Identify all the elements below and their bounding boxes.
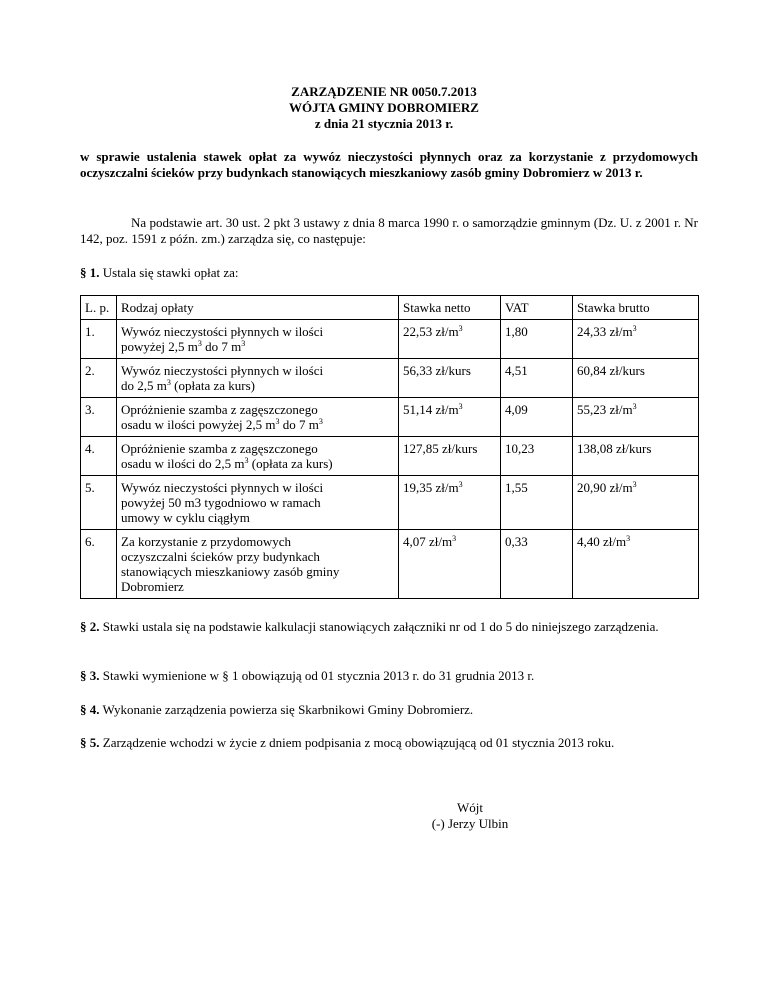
paragraph-1-num: § 1.: [80, 265, 100, 280]
row-gross: 4,40 $zł/m^3$: [573, 530, 699, 599]
table-header-row: [81, 296, 699, 320]
paragraph-3: [80, 668, 698, 684]
rates-table: [80, 295, 699, 599]
table-row: [81, 437, 699, 476]
table-row: [81, 359, 699, 398]
row-gross: 138,08 zł/kurs: [573, 437, 699, 476]
header-lp: L. p.: [81, 296, 117, 320]
table-row: [81, 398, 699, 437]
row-net: 51,14 $zł/m^3$: [399, 398, 501, 437]
row-net: 22,53 $zł/m^3$: [399, 320, 501, 359]
paragraph-2-text: Stawki ustala się na podstawie kalkulacji stanowiących załączniki nr od 1 do 5 do niniejszego zarządzenia.: [102, 619, 659, 634]
paragraph-5-text: Zarządzenie wchodzi w życie z dniem podpisania z mocą obowiązującą od 01 stycznia 2013 roku.: [102, 735, 615, 750]
table-row: [81, 320, 699, 359]
row-lp: 5.: [81, 476, 117, 530]
header-net: Stawka netto: [399, 296, 501, 320]
row-net: 19,35 $zł/m^3$: [399, 476, 501, 530]
paragraph-2-num: § 2.: [80, 619, 100, 634]
row-lp: 4.: [81, 437, 117, 476]
row-vat: 1,80: [501, 320, 573, 359]
row-desc: Za korzystanie z przydomowych oczyszczalni ścieków przy budynkach stanowiących mieszkaniowy zasób gminy Dobromierz: [117, 530, 399, 599]
title-line-2: WÓJTA GMINY DOBROMIERZ: [289, 100, 479, 115]
row-vat: 4,09: [501, 398, 573, 437]
row-lp: 6.: [81, 530, 117, 599]
paragraph-4: [80, 702, 698, 718]
paragraph-1-text: Ustala się stawki opłat za:: [102, 265, 239, 280]
header-vat: VAT: [501, 296, 573, 320]
header-gross: Stawka brutto: [573, 296, 699, 320]
row-vat: 10,23: [501, 437, 573, 476]
row-net: 56,33 zł/kurs: [399, 359, 501, 398]
row-lp: 1.: [81, 320, 117, 359]
row-desc: Opróżnienie szamba z zagęszczonego osadu w ilości do 2,5 $m^3$ (opłata za kurs): [117, 437, 399, 476]
row-desc: Wywóz nieczystości płynnych w ilości powyżej 2,5 $m^3$ do 7 $m^3$: [117, 320, 399, 359]
title-line-3: z dnia 21 stycznia 2013 r.: [314, 116, 454, 131]
row-vat: 1,55: [501, 476, 573, 530]
paragraph-3-text: Stawki wymienione w § 1 obowiązują od 01 stycznia 2013 r. do 31 grudnia 2013 r.: [102, 668, 535, 683]
row-gross: 60,84 zł/kurs: [573, 359, 699, 398]
preamble: Na podstawie art. 30 ust. 2 pkt 3 ustawy z dnia 8 marca 1990 r. o samorządzie gminnym (Dz. U. z 2001 r. Nr 142, poz. 1591 z późn. zm.) zarządza się, co następuje:: [80, 215, 698, 246]
table-row: [81, 476, 699, 530]
paragraph-1: [80, 265, 698, 281]
row-lp: 3.: [81, 398, 117, 437]
row-net: 127,85 zł/kurs: [399, 437, 501, 476]
subject: w sprawie ustalenia stawek opłat za wywóz nieczystości płynnych oraz za korzystanie z przydomowych oczyszczalni ścieków przy budynkach stanowiących mieszkaniowy zasób gminy Dobromierz w 2013 r.: [80, 149, 698, 180]
signature-title: Wójt: [457, 800, 483, 815]
paragraph-3-num: § 3.: [80, 668, 100, 683]
row-net: 4,07 $zł/m^3$: [399, 530, 501, 599]
paragraph-2: [80, 619, 698, 635]
row-vat: 4,51: [501, 359, 573, 398]
row-gross: 55,23 $zł/m^3$: [573, 398, 699, 437]
paragraph-4-text: Wykonanie zarządzenia powierza się Skarbnikowi Gminy Dobromierz.: [102, 702, 474, 717]
row-desc: Wywóz nieczystości płynnych w ilości do 2,5 $m^3$ (opłata za kurs): [117, 359, 399, 398]
title-line-1: ZARZĄDZENIE NR 0050.7.2013: [291, 84, 477, 99]
row-gross: 24,33 $zł/m^3$: [573, 320, 699, 359]
row-desc: Wywóz nieczystości płynnych w ilości powyżej 50 m3 tygodniowo w ramach umowy w cyklu ciągłym: [117, 476, 399, 530]
header-type: Rodzaj opłaty: [117, 296, 399, 320]
row-lp: 2.: [81, 359, 117, 398]
paragraph-5-num: § 5.: [80, 735, 100, 750]
row-desc: Opróżnienie szamba z zagęszczonego osadu w ilości powyżej 2,5 $m^3$ do 7 $m^3$: [117, 398, 399, 437]
paragraph-5: [80, 735, 698, 751]
row-vat: 0,33: [501, 530, 573, 599]
row-gross: 20,90 $zł/m^3$: [573, 476, 699, 530]
paragraph-4-num: § 4.: [80, 702, 100, 717]
table-row: [81, 530, 699, 599]
signature-name: (-) Jerzy Ulbin: [431, 816, 509, 831]
